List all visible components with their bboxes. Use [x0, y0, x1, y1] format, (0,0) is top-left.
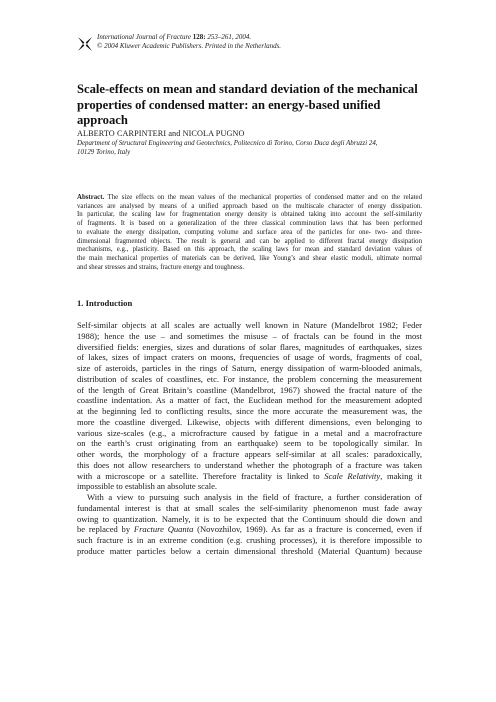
abstract-line: [77, 194, 422, 203]
publisher-logo-icon: [77, 36, 93, 52]
text-line: With a view to pursuing such analysis in the field of fracture, a further consideration of: [87, 492, 422, 502]
abstract-line: In particular, the scaling law for fragmentation energy density is obtained taking into account the self-similarity: [77, 211, 422, 219]
text-line: 1988); hence the use – and sometimes the misuse – of fractals can be found in the most: [77, 330, 422, 341]
abstract-line: and shear stresses and strains, fracture energy and toughness.: [77, 263, 245, 271]
section-heading: 1. Introduction: [77, 298, 133, 308]
abstract-line: to evaluate the energy dissipation, computing volume and surface area of the particles for one- two- and three-: [77, 228, 422, 236]
body-text: [77, 320, 422, 557]
text-line: of lakes, sizes of impact craters on moons, frequencies of usage of words, fragments of coal,: [77, 352, 422, 363]
text-line: such fracture is in an extreme condition (e.g. crushing processes), it is therefore impossible to: [77, 535, 422, 545]
text-line: this does not allow researchers to understand whether the photograph of a fracture was taken: [77, 459, 422, 470]
title-line: properties of condensed matter: an energy-based unified approach: [77, 97, 381, 127]
abstract: [77, 194, 422, 272]
abstract-line: the main mechanical properties of materials can be derived, like Young’s and shear elastic moduli, ultimate normal: [77, 254, 422, 262]
copyright-line: © 2004 Kluwer Academic Publishers. Printed in the Netherlands.: [97, 42, 282, 50]
paper-title: [77, 82, 422, 129]
text-line: distribution of scales of coastlines, etc. For instance, the problem concerning the measurement: [77, 373, 422, 384]
text-line: various size-scales (e.g., a microfracture caused by fatigue in a metal and a macrofracture: [77, 427, 422, 438]
abstract-line: of fragments. It is based on a generalization of the three classical comminution laws that has been performed: [77, 220, 422, 228]
journal-name: International Journal of Fracture: [97, 33, 192, 41]
abstract-line: dimensional fragmented objects. The result is general and can be applied to different fractal energy dissipation: [77, 237, 422, 245]
text-line: fundamental interest is that at small scales the self-similarity phenomenon must fade away: [77, 502, 422, 513]
text-line: [77, 524, 422, 535]
journal-header: [97, 33, 281, 51]
journal-volume: 128:: [192, 33, 206, 41]
text-line: of the length of Great Britain’s coastline (Mandelbrot, 1967) showed the fractal nature of the: [77, 384, 422, 395]
authors: ALBERTO CARPINTERI and NICOLA PUGNO: [77, 129, 245, 138]
text-line: produce matter particles below a certain dimensional threshold (Material Quantum) because: [77, 545, 422, 556]
paragraph: [77, 492, 422, 503]
text-line: size of asteroids, particles in the rings of Saturn, energy dissipation of warm-blooded animals,: [77, 363, 422, 373]
text-segment: (Novozhilov, 1969). As far as a fracture is concerned, even if: [193, 524, 423, 535]
affiliation-line: 10129 Torino, Italy: [77, 149, 131, 156]
abstract-line: variances are analysed by means of a unified approach based on the multiscale character of energy dissipation.: [77, 202, 422, 210]
abstract-line: mechanisms, e.g., plasticity. Based on this approach, the scaling laws for mean and standard deviation values of: [77, 246, 422, 254]
text-line: Self-similar objects at all scales are actually well known in Nature (Mandelbrot 1982; Feder: [77, 320, 422, 330]
italic-term: Fracture Quanta: [133, 524, 194, 535]
text-line: [77, 471, 422, 482]
text-line: at the beginning led to conflicting results, since the more accurate the measurement was, the: [77, 406, 422, 416]
text-line: on the earth’s crust originating from an earthquake) seem to be topologically similar. In: [77, 438, 422, 449]
text-line: more the coastline diverged. Likewise, objects with different dimensions, even belonging to: [77, 416, 422, 427]
paragraph-continued: [77, 503, 422, 557]
text-segment: with a microscope or a satellite. Therefore fractality is linked to: [77, 470, 325, 481]
paragraph: [77, 320, 422, 492]
journal-pages: 253–261, 2004.: [205, 33, 252, 41]
italic-term: Scale Relativity: [324, 470, 381, 481]
text-line: owing to quantization. Namely, it is to be expected that the Continuum should die down and: [77, 513, 422, 524]
abstract-text: The size effects on the mean values of the mechanical properties of condensed matter and on the related: [104, 194, 422, 201]
affiliation-line: Department of Structural Engineering and Geotechnics, Politecnico di Torino, Corso Duca degli Abruzzi 24,: [77, 140, 378, 147]
text-line: other words, the morphology of a fracture appears self-similar at all scales: paradoxically,: [77, 449, 422, 459]
text-segment: be replaced by: [77, 524, 134, 535]
abstract-label: Abstract.: [77, 194, 105, 201]
text-line: diversified fields: energies, sizes and durations of solar flares, magnitudes of earthquakes, sizes: [77, 341, 422, 352]
text-line: impossible to establish an absolute scale.: [77, 481, 218, 492]
text-line: coastline indentation. As a matter of fact, the Euclidean method for the measurement adopted: [77, 395, 422, 406]
title-line: Scale-effects on mean and standard deviation of the mechanical: [77, 82, 418, 96]
journal-citation: [97, 33, 281, 42]
text-segment: , making it: [380, 470, 423, 481]
affiliation: [77, 139, 422, 157]
